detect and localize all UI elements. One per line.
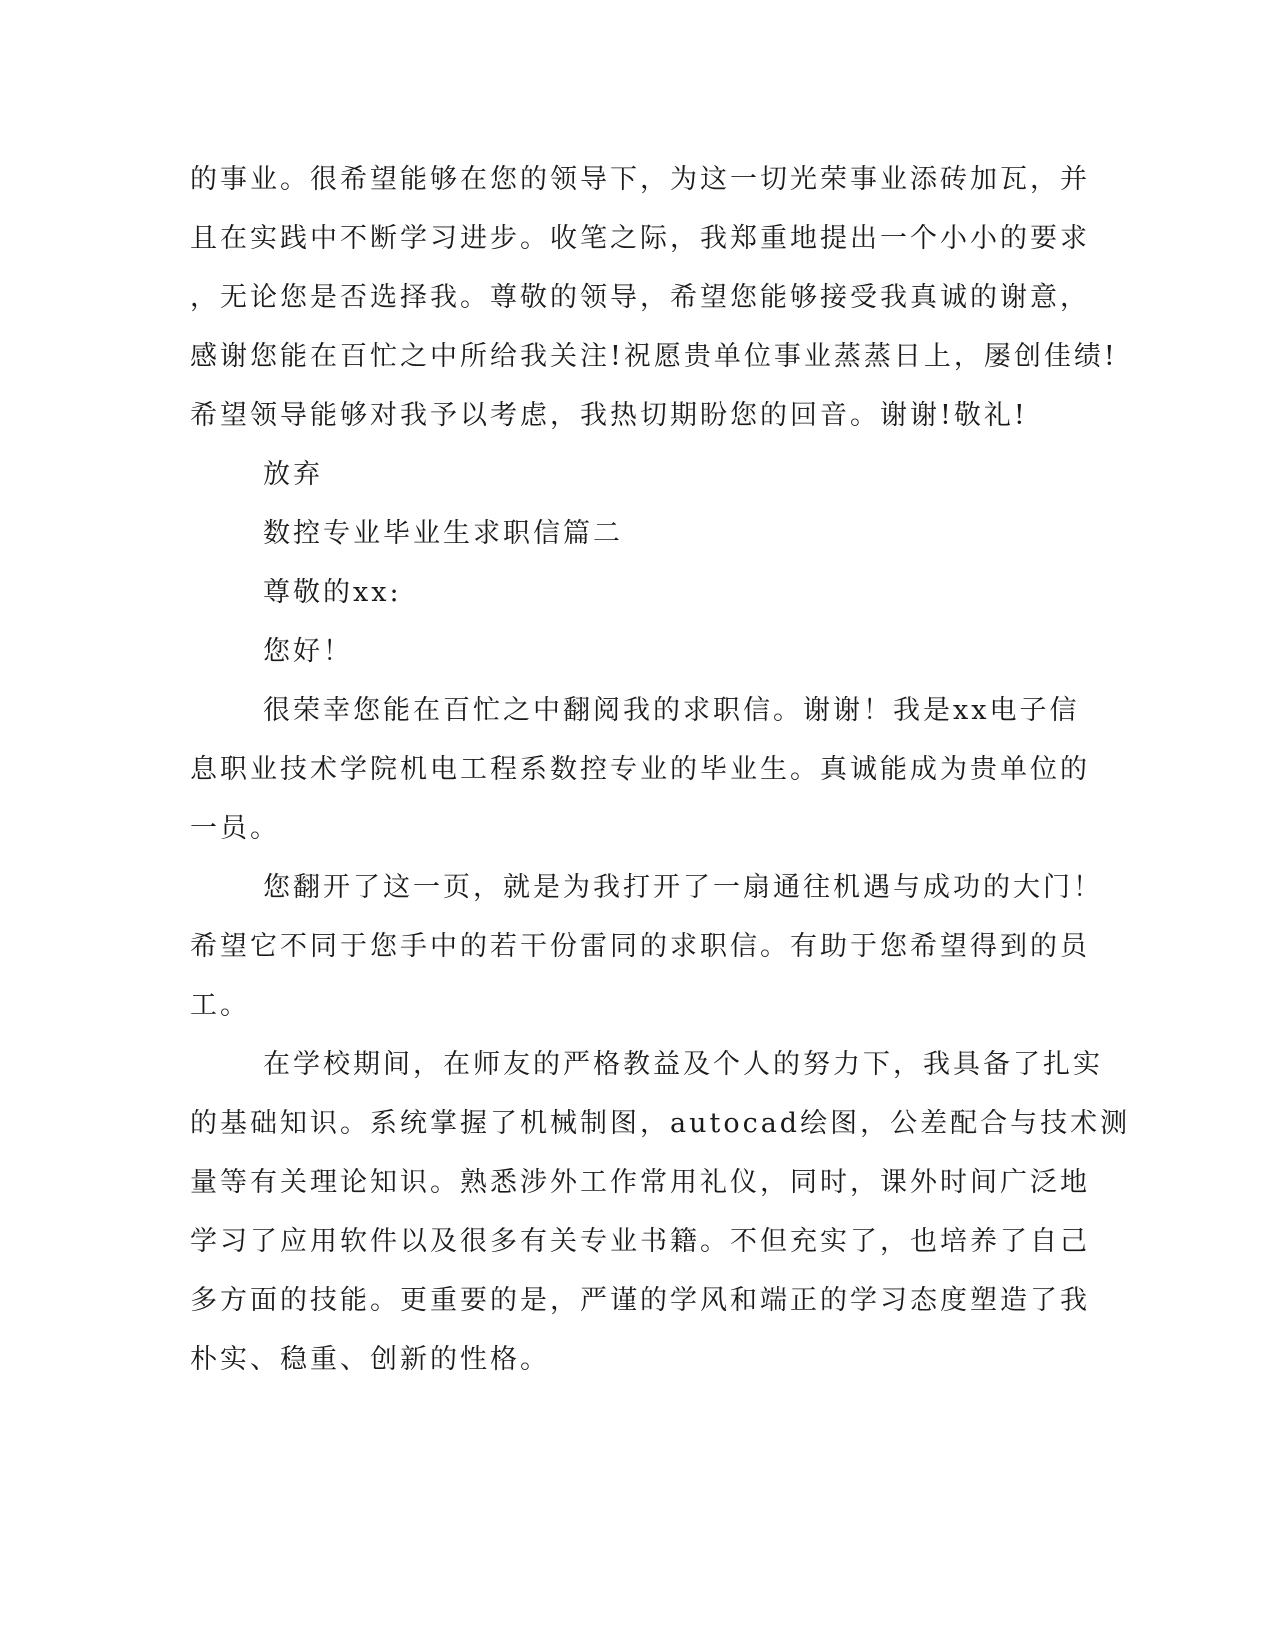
text-line: 学习了应用软件以及很多有关专业书籍。不但充实了，也培养了自己 [190, 1226, 1090, 1257]
salutation: 尊敬的xx: [263, 577, 402, 608]
section-title: 数控专业毕业生求职信篇二 [263, 518, 623, 549]
text-line: 朴实、稳重、创新的性格。 [190, 1344, 550, 1375]
text-line: 很荣幸您能在百忙之中翻阅我的求职信。谢谢！我是xx电子信 [263, 695, 1080, 726]
text-line: 希望它不同于您手中的若干份雷同的求职信。有助于您希望得到的员 [190, 931, 1090, 962]
text-line: 量等有关理论知识。熟悉涉外工作常用礼仪，同时，课外时间广泛地 [190, 1167, 1090, 1198]
text-line: 在学校期间，在师友的严格教益及个人的努力下，我具备了扎实 [263, 1049, 1103, 1080]
text-line: 您翻开了这一页，就是为我打开了一扇通往机遇与成功的大门！ [263, 872, 1103, 903]
text-line: ，无论您是否选择我。尊敬的领导，希望您能够接受我真诚的谢意， [190, 282, 1090, 313]
text-line: 的事业。很希望能够在您的领导下，为这一切光荣事业添砖加瓦，并 [190, 164, 1090, 195]
text-line: 且在实践中不断学习进步。收笔之际，我郑重地提出一个小小的要求 [190, 223, 1090, 254]
text-line: 息职业技术学院机电工程系数控专业的毕业生。真诚能成为贵单位的 [190, 754, 1090, 785]
text-line: 希望领导能够对我予以考虑，我热切期盼您的回音。谢谢!敬礼! [190, 400, 1028, 431]
text-line: 一员。 [190, 813, 280, 844]
greeting: 您好！ [263, 636, 353, 667]
text-line: 放弃 [263, 459, 323, 490]
text-line: 的基础知识。系统掌握了机械制图，autocad绘图，公差配合与技术测 [190, 1108, 1131, 1139]
text-line: 感谢您能在百忙之中所给我关注!祝愿贵单位事业蒸蒸日上，屡创佳绩! [190, 341, 1118, 372]
text-line: 多方面的技能。更重要的是，严谨的学风和端正的学习态度塑造了我 [190, 1285, 1090, 1316]
text-line: 工。 [190, 990, 250, 1021]
